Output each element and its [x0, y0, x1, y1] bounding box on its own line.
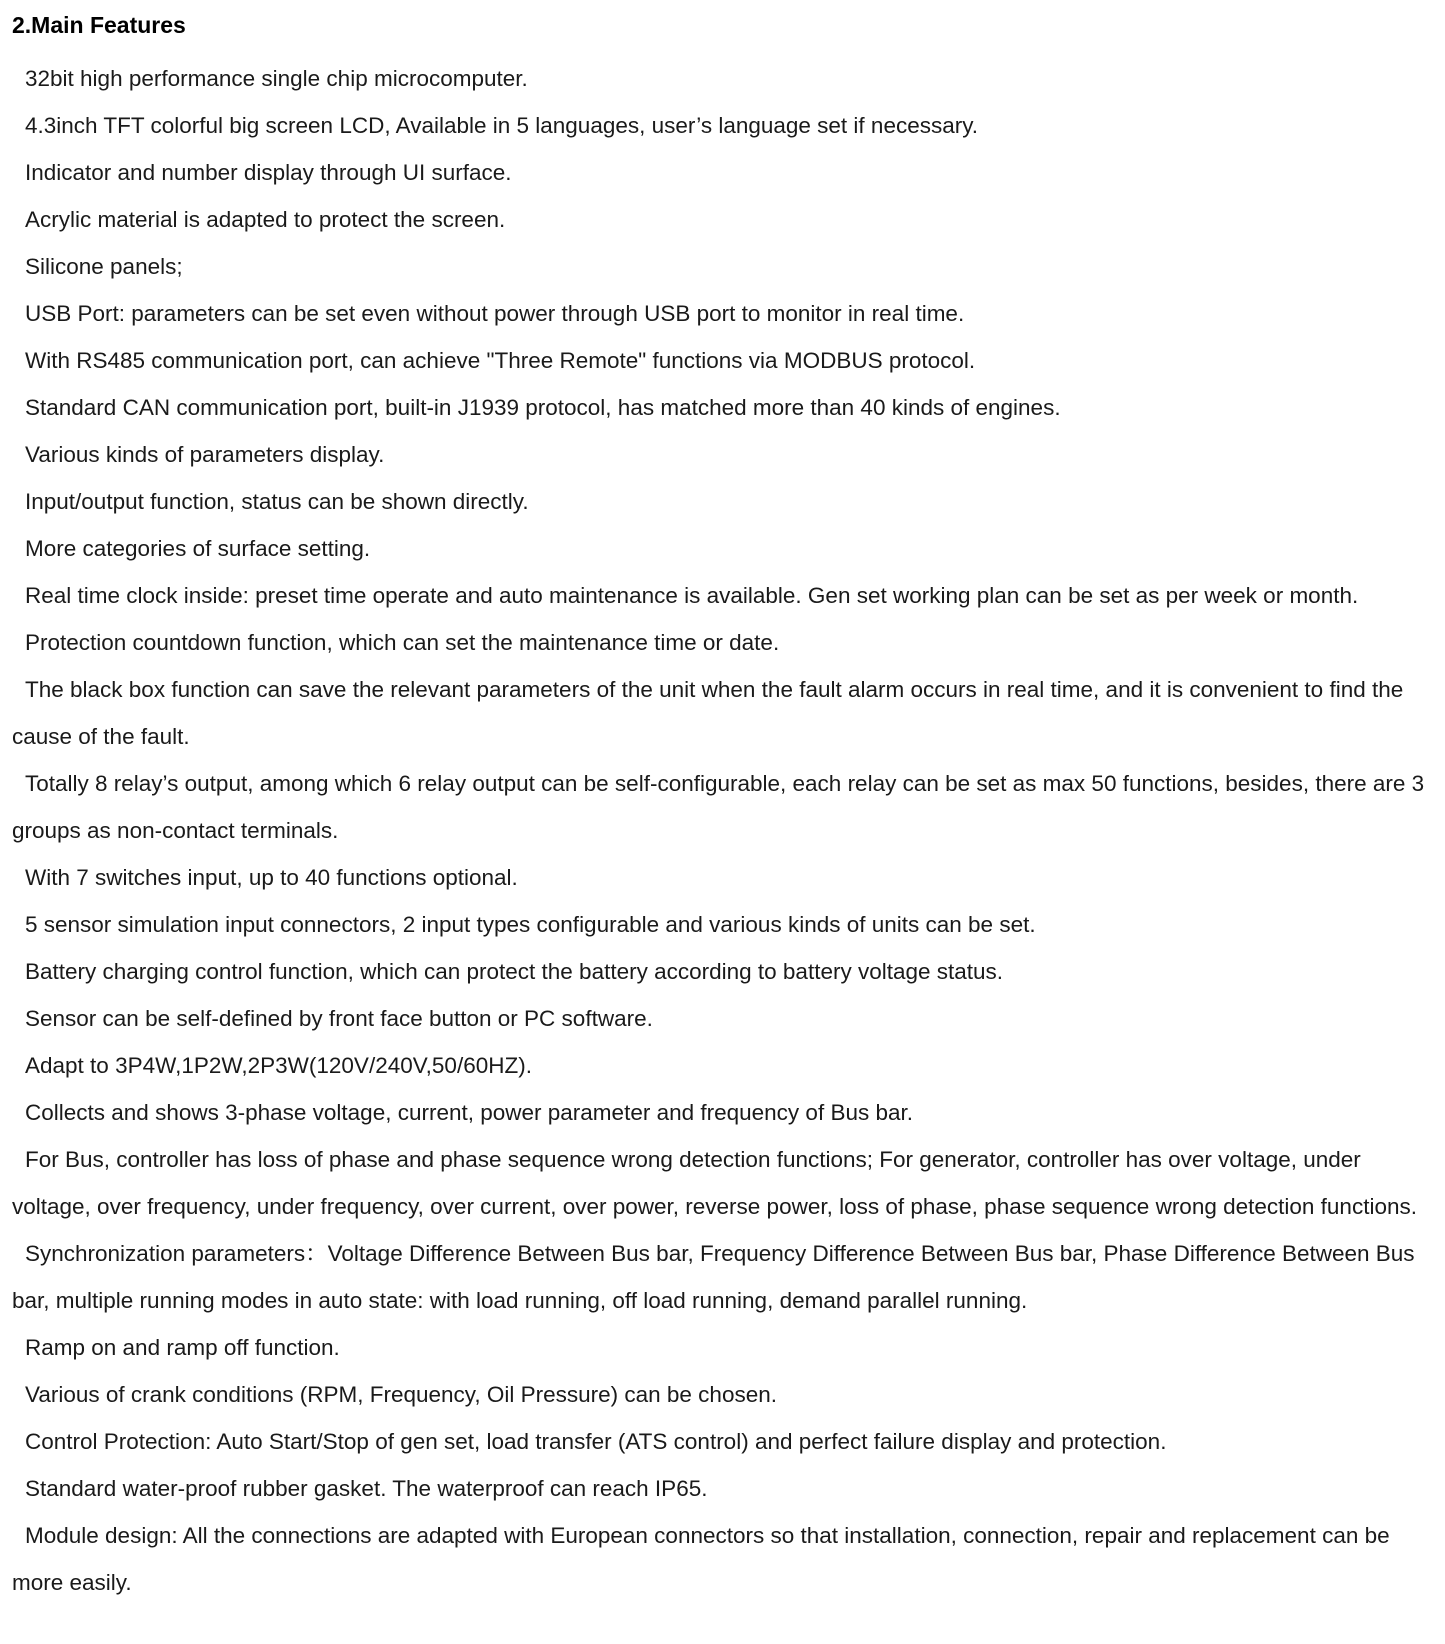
feature-item: Indicator and number display through UI surface.	[25, 160, 512, 185]
feature-item: Acrylic material is adapted to protect the screen.	[25, 207, 506, 232]
feature-item: Collects and shows 3-phase voltage, current, power parameter and frequency of Bus bar.	[25, 1100, 913, 1125]
feature-item: Various kinds of parameters display.	[25, 442, 385, 467]
feature-item: Standard water-proof rubber gasket. The waterproof can reach IP65.	[25, 1476, 708, 1501]
feature-item: 5 sensor simulation input connectors, 2 input types configurable and various kinds of units can be set.	[25, 912, 1036, 937]
feature-item: Control Protection: Auto Start/Stop of gen set, load transfer (ATS control) and perfect failure display and protection.	[25, 1429, 1167, 1454]
feature-item: The black box function can save the relevant parameters of the unit when the fault alarm occurs in real time, and it is convenient to find the cause of the fault.	[12, 677, 1404, 749]
feature-item: Input/output function, status can be shown directly.	[25, 489, 529, 514]
feature-item: Synchronization parameters：Voltage Difference Between Bus bar, Frequency Difference Between Bus bar, Phase Difference Between Bus bar, multiple running modes in auto state: with load running, off load running, demand parallel running.	[12, 1241, 1415, 1313]
feature-item: For Bus, controller has loss of phase and phase sequence wrong detection functions; For generator, controller has over voltage, under voltage, over frequency, under frequency, over current, over power, reverse power, loss of phase, phase sequence wrong detection functions.	[12, 1147, 1417, 1219]
feature-item: Standard CAN communication port, built-in J1939 protocol, has matched more than 40 kinds of engines.	[25, 395, 1061, 420]
feature-item: 32bit high performance single chip microcomputer.	[25, 66, 528, 91]
feature-item: More categories of surface setting.	[25, 536, 371, 561]
feature-item: Ramp on and ramp off function.	[25, 1335, 340, 1360]
feature-item: With RS485 communication port, can achieve "Three Remote" functions via MODBUS protocol.	[25, 348, 976, 373]
feature-item: Silicone panels;	[25, 254, 183, 279]
feature-item: Module design: All the connections are adapted with European connectors so that installation, connection, repair and replacement can be more easily.	[12, 1523, 1390, 1595]
feature-item: Adapt to 3P4W,1P2W,2P3W(120V/240V,50/60HZ).	[25, 1053, 532, 1078]
feature-item: Sensor can be self-defined by front face button or PC software.	[25, 1006, 653, 1031]
feature-item: With 7 switches input, up to 40 functions optional.	[25, 865, 518, 890]
feature-item: Protection countdown function, which can set the maintenance time or date.	[25, 630, 780, 655]
feature-item: 4.3inch TFT colorful big screen LCD, Available in 5 languages, user’s language set if necessary.	[25, 113, 979, 138]
feature-item: USB Port: parameters can be set even without power through USB port to monitor in real time.	[25, 301, 965, 326]
feature-item: Battery charging control function, which can protect the battery according to battery voltage status.	[25, 959, 1004, 984]
section-heading: 2.Main Features	[12, 12, 186, 38]
feature-item: Various of crank conditions (RPM, Frequency, Oil Pressure) can be chosen.	[25, 1382, 777, 1407]
document-body	[12, 8, 1437, 1606]
feature-item: Totally 8 relay’s output, among which 6 relay output can be self-configurable, each relay can be set as max 50 functions, besides, there are 3 groups as non-contact terminals.	[12, 771, 1425, 843]
feature-list	[12, 55, 1437, 1606]
feature-item: Real time clock inside: preset time operate and auto maintenance is available. Gen set working plan can be set as per week or month.	[25, 583, 1359, 608]
